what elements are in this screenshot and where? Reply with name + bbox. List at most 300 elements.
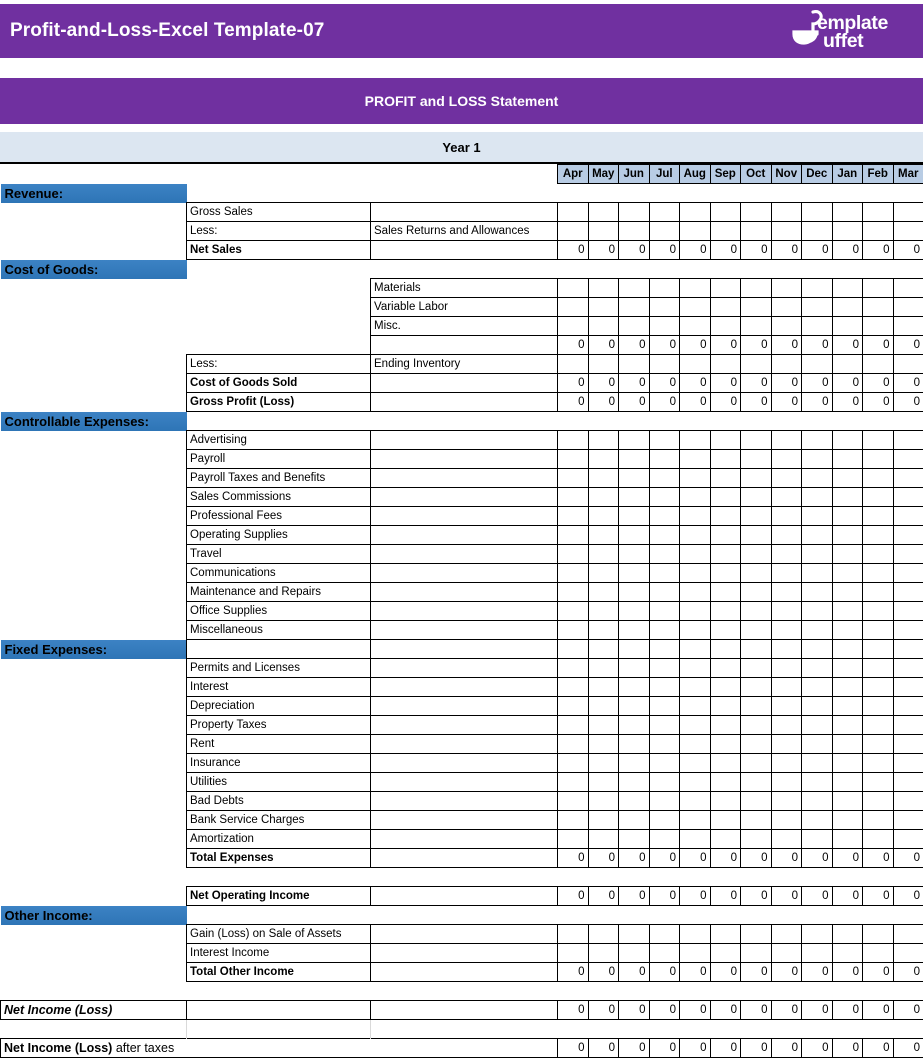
input-cell-feb[interactable] (863, 431, 894, 450)
input-cell-c[interactable] (371, 203, 558, 222)
value-cell-apr[interactable]: 0 (558, 374, 589, 393)
input-cell-may[interactable] (588, 564, 619, 583)
input-cell-jan[interactable] (832, 450, 863, 469)
input-cell-sep[interactable] (710, 279, 741, 298)
value-cell-jan[interactable]: 0 (832, 849, 863, 868)
input-cell-may[interactable] (588, 621, 619, 640)
input-cell-jun[interactable] (619, 545, 650, 564)
value-cell-jan[interactable]: 0 (832, 963, 863, 982)
value-cell-may[interactable]: 0 (588, 887, 619, 906)
input-cell-feb[interactable] (863, 507, 894, 526)
value-cell-jul[interactable]: 0 (649, 241, 680, 260)
input-cell-oct[interactable] (741, 773, 772, 792)
input-cell-b[interactable] (187, 412, 371, 431)
input-cell-aug[interactable] (680, 431, 711, 450)
input-cell-nov[interactable] (771, 697, 802, 716)
input-cell-feb[interactable] (863, 811, 894, 830)
input-cell-c[interactable] (371, 944, 558, 963)
input-cell-mar[interactable] (893, 735, 923, 754)
input-cell-jun[interactable] (619, 222, 650, 241)
input-cell-may[interactable] (588, 640, 619, 659)
input-cell-may[interactable] (588, 773, 619, 792)
input-cell-mar[interactable] (893, 678, 923, 697)
input-cell-may[interactable] (588, 222, 619, 241)
value-cell-after-tax-jun[interactable]: 0 (619, 1039, 650, 1058)
input-cell-sep[interactable] (710, 659, 741, 678)
input-cell-may[interactable] (588, 507, 619, 526)
input-cell-nov[interactable] (771, 431, 802, 450)
value-cell-after-tax-apr[interactable]: 0 (558, 1039, 589, 1058)
input-cell-feb[interactable] (863, 564, 894, 583)
input-cell-jul[interactable] (649, 925, 680, 944)
row-total-expenses-label-b[interactable]: Total Expenses (187, 849, 371, 868)
input-cell-sep[interactable] (710, 925, 741, 944)
input-cell-jun[interactable] (619, 450, 650, 469)
input-cell-jun[interactable] (619, 279, 650, 298)
input-cell-oct[interactable] (741, 564, 772, 583)
input-cell-oct[interactable] (741, 697, 772, 716)
value-cell-dec[interactable]: 0 (802, 336, 833, 355)
row-travel-label-b[interactable]: Travel (187, 545, 371, 564)
input-cell-apr[interactable] (558, 526, 589, 545)
input-cell-c[interactable] (371, 830, 558, 849)
input-cell-c[interactable] (371, 431, 558, 450)
input-cell-feb[interactable] (863, 545, 894, 564)
row-interest-label-b[interactable]: Interest (187, 678, 371, 697)
input-cell-jan[interactable] (832, 773, 863, 792)
row-less-sales-returns-label-b[interactable]: Less: (187, 222, 371, 241)
input-cell-dec[interactable] (802, 279, 833, 298)
input-cell-dec[interactable] (802, 450, 833, 469)
input-cell-sep[interactable] (710, 317, 741, 336)
input-cell-jul[interactable] (649, 431, 680, 450)
input-cell-nov[interactable] (771, 564, 802, 583)
input-cell-aug[interactable] (680, 716, 711, 735)
input-cell-jun[interactable] (619, 925, 650, 944)
value-cell-nov[interactable]: 0 (771, 887, 802, 906)
value-cell-jan[interactable]: 0 (832, 887, 863, 906)
input-cell-sep[interactable] (710, 773, 741, 792)
input-cell-oct[interactable] (741, 507, 772, 526)
value-cell-mar[interactable]: 0 (893, 849, 923, 868)
value-cell-dec[interactable]: 0 (802, 241, 833, 260)
input-cell-dec[interactable] (802, 621, 833, 640)
value-cell-jun[interactable]: 0 (619, 393, 650, 412)
input-cell-aug[interactable] (680, 222, 711, 241)
input-cell-jul[interactable] (649, 279, 680, 298)
input-cell-aug[interactable] (680, 564, 711, 583)
input-cell-feb[interactable] (863, 621, 894, 640)
input-cell-may[interactable] (588, 659, 619, 678)
input-cell-dec[interactable] (802, 811, 833, 830)
input-cell-aug[interactable] (680, 792, 711, 811)
input-cell-oct[interactable] (741, 431, 772, 450)
input-cell-may[interactable] (588, 431, 619, 450)
value-cell-mar[interactable]: 0 (893, 241, 923, 260)
input-cell-nov[interactable] (771, 298, 802, 317)
input-cell-c[interactable] (371, 735, 558, 754)
value-cell-aug[interactable]: 0 (680, 241, 711, 260)
value-cell-after-tax-oct[interactable]: 0 (741, 1039, 772, 1058)
input-cell-jan[interactable] (832, 507, 863, 526)
row-less-sales-returns-label-c[interactable]: Sales Returns and Allowances (371, 222, 558, 241)
input-cell-may[interactable] (588, 279, 619, 298)
input-cell-apr[interactable] (558, 697, 589, 716)
input-cell-c[interactable] (371, 659, 558, 678)
input-cell-sep[interactable] (710, 469, 741, 488)
input-cell-c[interactable] (371, 1001, 558, 1020)
input-cell-mar[interactable] (893, 773, 923, 792)
row-gross-sales-label-b[interactable]: Gross Sales (187, 203, 371, 222)
input-cell-jun[interactable] (619, 298, 650, 317)
input-cell-c[interactable] (371, 526, 558, 545)
input-cell-mar[interactable] (893, 355, 923, 374)
row-maintenance-and-repairs-label-b[interactable]: Maintenance and Repairs (187, 583, 371, 602)
input-cell-jun[interactable] (619, 754, 650, 773)
row-permits-and-licenses-label-b[interactable]: Permits and Licenses (187, 659, 371, 678)
input-cell-may[interactable] (588, 678, 619, 697)
value-cell-jul[interactable]: 0 (649, 1001, 680, 1020)
value-cell-oct[interactable]: 0 (741, 1001, 772, 1020)
input-cell-jun[interactable] (619, 716, 650, 735)
input-cell-aug[interactable] (680, 526, 711, 545)
input-cell-nov[interactable] (771, 621, 802, 640)
value-cell-feb[interactable]: 0 (863, 849, 894, 868)
input-cell-feb[interactable] (863, 526, 894, 545)
input-cell-jul[interactable] (649, 488, 680, 507)
input-cell-oct[interactable] (741, 925, 772, 944)
input-cell-mar[interactable] (893, 830, 923, 849)
input-cell-jul[interactable] (649, 222, 680, 241)
input-cell-nov[interactable] (771, 716, 802, 735)
input-cell-dec[interactable] (802, 317, 833, 336)
value-cell-sep[interactable]: 0 (710, 393, 741, 412)
input-cell-dec[interactable] (802, 944, 833, 963)
value-cell-feb[interactable]: 0 (863, 963, 894, 982)
row-property-taxes-label-b[interactable]: Property Taxes (187, 716, 371, 735)
value-cell-after-tax-dec[interactable]: 0 (802, 1039, 833, 1058)
input-cell-mar[interactable] (893, 602, 923, 621)
input-cell-jul[interactable] (649, 659, 680, 678)
input-cell-aug[interactable] (680, 830, 711, 849)
value-cell-nov[interactable]: 0 (771, 241, 802, 260)
input-cell-jun[interactable] (619, 602, 650, 621)
input-cell-apr[interactable] (558, 811, 589, 830)
row-utilities-label-b[interactable]: Utilities (187, 773, 371, 792)
input-cell-mar[interactable] (893, 811, 923, 830)
input-cell-apr[interactable] (558, 754, 589, 773)
input-cell-jan[interactable] (832, 754, 863, 773)
input-cell-feb[interactable] (863, 640, 894, 659)
input-cell-nov[interactable] (771, 583, 802, 602)
input-cell-jan[interactable] (832, 830, 863, 849)
input-cell-feb[interactable] (863, 678, 894, 697)
input-cell-mar[interactable] (893, 469, 923, 488)
input-cell-jul[interactable] (649, 830, 680, 849)
row-bank-service-charges-label-b[interactable]: Bank Service Charges (187, 811, 371, 830)
input-cell-jan[interactable] (832, 697, 863, 716)
row-less-ending-inventory-label-c[interactable]: Ending Inventory (371, 355, 558, 374)
value-cell-after-tax-aug[interactable]: 0 (680, 1039, 711, 1058)
input-cell-nov[interactable] (771, 526, 802, 545)
input-cell-feb[interactable] (863, 697, 894, 716)
input-cell-jan[interactable] (832, 944, 863, 963)
input-cell-c[interactable] (371, 887, 558, 906)
input-cell-b[interactable] (187, 279, 371, 298)
input-cell-jan[interactable] (832, 716, 863, 735)
input-cell-nov[interactable] (771, 317, 802, 336)
input-cell-aug[interactable] (680, 944, 711, 963)
input-cell-c[interactable] (371, 260, 558, 279)
value-cell-feb[interactable]: 0 (863, 374, 894, 393)
input-cell-may[interactable] (588, 355, 619, 374)
input-cell-feb[interactable] (863, 488, 894, 507)
input-cell-jan[interactable] (832, 488, 863, 507)
input-cell-apr[interactable] (558, 792, 589, 811)
input-cell-jan[interactable] (832, 735, 863, 754)
input-cell-jan[interactable] (832, 431, 863, 450)
input-cell-jun[interactable] (619, 469, 650, 488)
input-cell-sep[interactable] (710, 298, 741, 317)
input-cell-apr[interactable] (558, 488, 589, 507)
input-cell-sep[interactable] (710, 735, 741, 754)
input-cell-feb[interactable] (863, 602, 894, 621)
input-cell-oct[interactable] (741, 811, 772, 830)
value-cell-jul[interactable]: 0 (649, 887, 680, 906)
value-cell-nov[interactable]: 0 (771, 849, 802, 868)
input-cell-jul[interactable] (649, 602, 680, 621)
input-cell-aug[interactable] (680, 925, 711, 944)
input-cell-mar[interactable] (893, 944, 923, 963)
input-cell-may[interactable] (588, 944, 619, 963)
value-cell-may[interactable]: 0 (588, 393, 619, 412)
input-cell-b[interactable] (187, 906, 371, 925)
input-cell-nov[interactable] (771, 355, 802, 374)
input-cell-oct[interactable] (741, 298, 772, 317)
input-cell-mar[interactable] (893, 298, 923, 317)
input-cell-jan[interactable] (832, 317, 863, 336)
input-cell-dec[interactable] (802, 431, 833, 450)
input-cell-jul[interactable] (649, 469, 680, 488)
input-cell-dec[interactable] (802, 716, 833, 735)
input-cell-b[interactable] (187, 640, 371, 659)
input-cell-dec[interactable] (802, 754, 833, 773)
value-cell-jun[interactable]: 0 (619, 887, 650, 906)
value-cell-after-tax-may[interactable]: 0 (588, 1039, 619, 1058)
input-cell-jul[interactable] (649, 298, 680, 317)
input-cell-nov[interactable] (771, 925, 802, 944)
value-cell-jun[interactable]: 0 (619, 336, 650, 355)
input-cell-apr[interactable] (558, 431, 589, 450)
row-rent-label-b[interactable]: Rent (187, 735, 371, 754)
input-cell-aug[interactable] (680, 355, 711, 374)
input-cell-mar[interactable] (893, 621, 923, 640)
input-cell-apr[interactable] (558, 564, 589, 583)
input-cell-jun[interactable] (619, 792, 650, 811)
input-cell-mar[interactable] (893, 203, 923, 222)
input-cell-sep[interactable] (710, 583, 741, 602)
row-materials-label-c[interactable]: Materials (371, 279, 558, 298)
input-cell-aug[interactable] (680, 317, 711, 336)
input-cell-apr[interactable] (558, 545, 589, 564)
input-cell-feb[interactable] (863, 754, 894, 773)
input-cell-feb[interactable] (863, 298, 894, 317)
value-cell-jan[interactable]: 0 (832, 393, 863, 412)
value-cell-sep[interactable]: 0 (710, 963, 741, 982)
value-cell-sep[interactable]: 0 (710, 1001, 741, 1020)
value-cell-aug[interactable]: 0 (680, 393, 711, 412)
input-cell-oct[interactable] (741, 735, 772, 754)
input-cell-c[interactable] (371, 488, 558, 507)
input-cell-oct[interactable] (741, 545, 772, 564)
value-cell-dec[interactable]: 0 (802, 393, 833, 412)
input-cell-aug[interactable] (680, 697, 711, 716)
row-net-sales-label-b[interactable]: Net Sales (187, 241, 371, 260)
input-cell-jun[interactable] (619, 355, 650, 374)
input-cell-sep[interactable] (710, 792, 741, 811)
input-cell-nov[interactable] (771, 830, 802, 849)
input-cell-c[interactable] (371, 336, 558, 355)
value-cell-oct[interactable]: 0 (741, 963, 772, 982)
input-cell-jan[interactable] (832, 583, 863, 602)
input-cell-jun[interactable] (619, 811, 650, 830)
value-cell-mar[interactable]: 0 (893, 374, 923, 393)
value-cell-dec[interactable]: 0 (802, 963, 833, 982)
input-cell-mar[interactable] (893, 925, 923, 944)
input-cell-may[interactable] (588, 754, 619, 773)
value-cell-feb[interactable]: 0 (863, 336, 894, 355)
input-cell-b[interactable] (187, 336, 371, 355)
value-cell-after-tax-mar[interactable]: 0 (893, 1039, 923, 1058)
input-cell-c[interactable] (371, 640, 558, 659)
row-payroll-taxes-and-benefits-label-b[interactable]: Payroll Taxes and Benefits (187, 469, 371, 488)
row-depreciation-label-b[interactable]: Depreciation (187, 697, 371, 716)
input-cell-feb[interactable] (863, 773, 894, 792)
value-cell-oct[interactable]: 0 (741, 393, 772, 412)
input-cell-sep[interactable] (710, 526, 741, 545)
input-cell-c[interactable] (371, 716, 558, 735)
value-cell-feb[interactable]: 0 (863, 887, 894, 906)
input-cell-aug[interactable] (680, 469, 711, 488)
input-cell-jan[interactable] (832, 526, 863, 545)
input-cell-c[interactable] (371, 469, 558, 488)
input-cell-jul[interactable] (649, 583, 680, 602)
row-payroll-label-b[interactable]: Payroll (187, 450, 371, 469)
value-cell-dec[interactable]: 0 (802, 849, 833, 868)
input-cell-mar[interactable] (893, 488, 923, 507)
row-insurance-label-b[interactable]: Insurance (187, 754, 371, 773)
input-cell-jun[interactable] (619, 583, 650, 602)
input-cell-dec[interactable] (802, 222, 833, 241)
value-cell-may[interactable]: 0 (588, 374, 619, 393)
input-cell-dec[interactable] (802, 545, 833, 564)
row-net-operating-income-label-b[interactable]: Net Operating Income (187, 887, 371, 906)
input-cell-oct[interactable] (741, 583, 772, 602)
input-cell-apr[interactable] (558, 583, 589, 602)
input-cell-jan[interactable] (832, 545, 863, 564)
input-cell-jul[interactable] (649, 526, 680, 545)
input-cell-dec[interactable] (802, 925, 833, 944)
input-cell-nov[interactable] (771, 735, 802, 754)
input-cell-jul[interactable] (649, 564, 680, 583)
value-cell-may[interactable]: 0 (588, 849, 619, 868)
input-cell-apr[interactable] (558, 602, 589, 621)
value-cell-aug[interactable]: 0 (680, 336, 711, 355)
input-cell-jan[interactable] (832, 355, 863, 374)
input-cell-feb[interactable] (863, 222, 894, 241)
value-cell-oct[interactable]: 0 (741, 241, 772, 260)
row-professional-fees-label-b[interactable]: Professional Fees (187, 507, 371, 526)
input-cell-c[interactable] (371, 583, 558, 602)
input-cell-mar[interactable] (893, 526, 923, 545)
input-cell-c[interactable] (371, 906, 558, 925)
input-cell-dec[interactable] (802, 526, 833, 545)
input-cell-apr[interactable] (558, 640, 589, 659)
value-cell-jul[interactable]: 0 (649, 374, 680, 393)
input-cell-jun[interactable] (619, 621, 650, 640)
value-cell-after-tax-jul[interactable]: 0 (649, 1039, 680, 1058)
value-cell-apr[interactable]: 0 (558, 336, 589, 355)
value-cell-sep[interactable]: 0 (710, 374, 741, 393)
input-cell-sep[interactable] (710, 830, 741, 849)
value-cell-jun[interactable]: 0 (619, 241, 650, 260)
input-cell-mar[interactable] (893, 507, 923, 526)
input-cell-mar[interactable] (893, 659, 923, 678)
input-cell-jan[interactable] (832, 640, 863, 659)
value-cell-feb[interactable]: 0 (863, 393, 894, 412)
input-cell-sep[interactable] (710, 697, 741, 716)
value-cell-dec[interactable]: 0 (802, 374, 833, 393)
value-cell-nov[interactable]: 0 (771, 1001, 802, 1020)
value-cell-jul[interactable]: 0 (649, 393, 680, 412)
input-cell-mar[interactable] (893, 564, 923, 583)
row-misc-label-c[interactable]: Misc. (371, 317, 558, 336)
input-cell-jun[interactable] (619, 203, 650, 222)
input-cell-jan[interactable] (832, 925, 863, 944)
input-cell-sep[interactable] (710, 545, 741, 564)
input-cell-nov[interactable] (771, 811, 802, 830)
input-cell-jun[interactable] (619, 659, 650, 678)
input-cell-feb[interactable] (863, 716, 894, 735)
input-cell-sep[interactable] (710, 678, 741, 697)
input-cell-jan[interactable] (832, 621, 863, 640)
input-cell-may[interactable] (588, 298, 619, 317)
value-cell-nov[interactable]: 0 (771, 336, 802, 355)
input-cell-c[interactable] (371, 241, 558, 260)
input-cell-aug[interactable] (680, 640, 711, 659)
input-cell-dec[interactable] (802, 564, 833, 583)
row-interest-income-label-b[interactable]: Interest Income (187, 944, 371, 963)
input-cell-may[interactable] (588, 716, 619, 735)
value-cell-after-tax-jan[interactable]: 0 (832, 1039, 863, 1058)
input-cell-apr[interactable] (558, 355, 589, 374)
input-cell-mar[interactable] (893, 431, 923, 450)
input-cell-c[interactable] (371, 412, 558, 431)
input-cell-dec[interactable] (802, 830, 833, 849)
input-cell-jul[interactable] (649, 773, 680, 792)
value-cell-after-tax-feb[interactable]: 0 (863, 1039, 894, 1058)
row-operating-supplies-label-b[interactable]: Operating Supplies (187, 526, 371, 545)
input-cell-sep[interactable] (710, 944, 741, 963)
input-cell-oct[interactable] (741, 602, 772, 621)
input-cell-dec[interactable] (802, 488, 833, 507)
input-cell-feb[interactable] (863, 450, 894, 469)
value-cell-mar[interactable]: 0 (893, 393, 923, 412)
input-cell-oct[interactable] (741, 450, 772, 469)
input-cell-nov[interactable] (771, 450, 802, 469)
input-cell-nov[interactable] (771, 659, 802, 678)
input-cell-nov[interactable] (771, 279, 802, 298)
